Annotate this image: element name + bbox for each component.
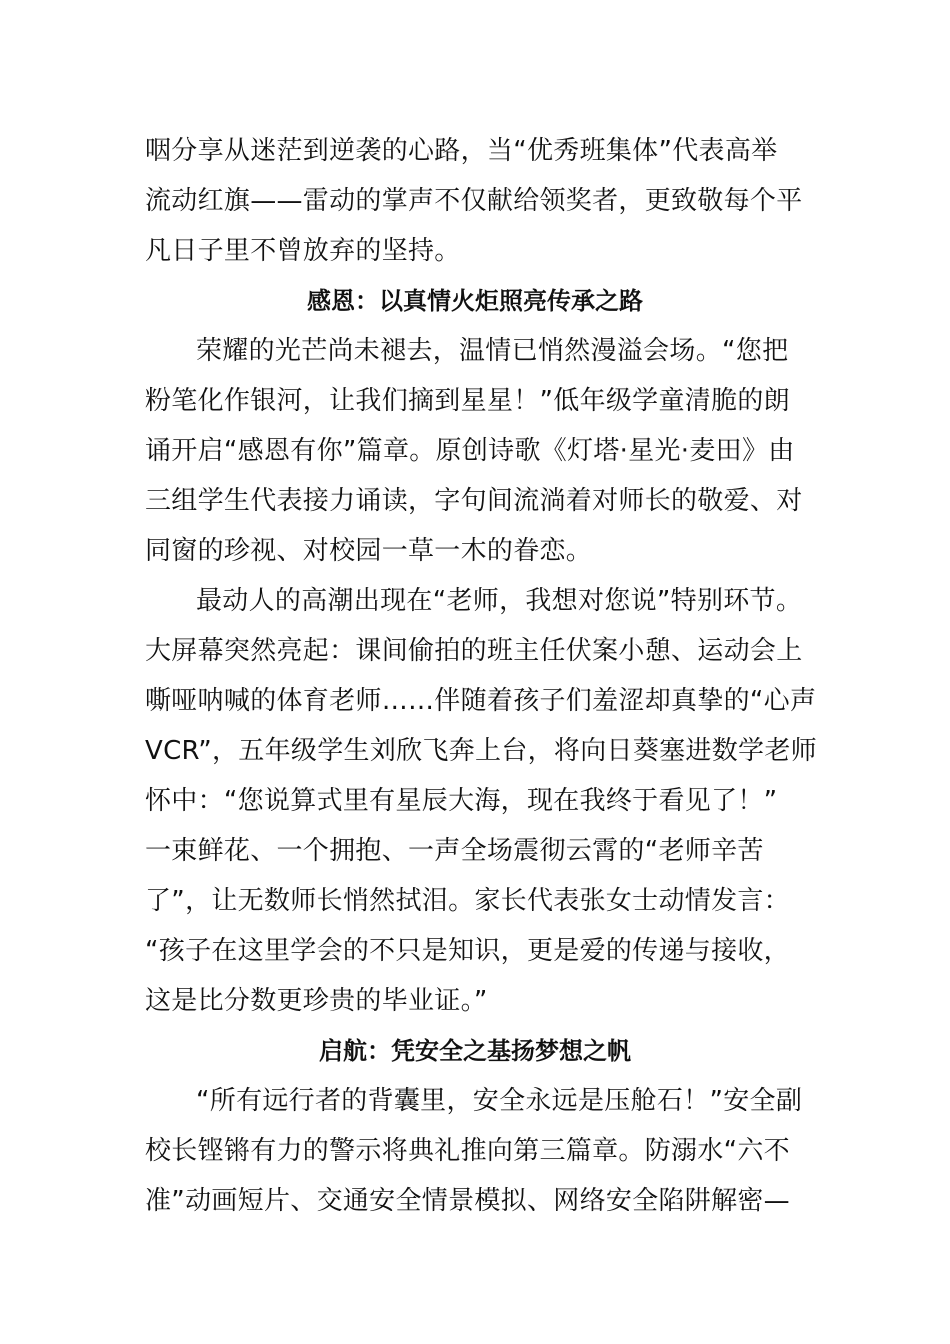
body-line: 嘶哑呐喊的体育老师……伴随着孩子们羞涩却真挚的“心声	[145, 686, 817, 716]
body-line: 粉笔化作银河，让我们摘到星星！”低年级学童清脆的朗	[145, 386, 790, 416]
body-line: 大屏幕突然亮起：课间偷拍的班主任伏案小憩、运动会上	[145, 636, 803, 666]
body-line: 荣耀的光芒尚未褪去，温情已悄然漫溢会场。“您把	[196, 336, 789, 366]
body-line: 了”，让无数师长悄然拭泪。家长代表张女士动情发言：	[145, 886, 790, 916]
body-line: 三组学生代表接力诵读，字句间流淌着对师长的敬爱、对	[145, 486, 803, 516]
body-line: 同窗的珍视、对校园一草一木的眷恋。	[145, 536, 593, 566]
body-line: “孩子在这里学会的不只是知识，更是爱的传递与接收，	[145, 936, 790, 966]
body-line: 校长铿锵有力的警示将典礼推向第三篇章。防溺水“六不	[145, 1136, 790, 1166]
body-line: 最动人的高潮出现在“老师，我想对您说”特别环节。	[196, 586, 803, 616]
body-line: 诵开启“感恩有你”篇章。原创诗歌《灯塔·星光·麦田》由	[145, 436, 795, 466]
body-line: 这是比分数更珍贵的毕业证。”	[145, 986, 488, 1016]
section-heading-setting-sail: 启航：凭安全之基扬梦想之帆	[319, 1037, 631, 1065]
body-line: 准”动画短片、交通安全情景模拟、网络安全陷阱解密—	[145, 1186, 790, 1216]
body-line: 一束鲜花、一个拥抱、一声全场震彻云霄的“老师辛苦	[145, 836, 764, 866]
body-line: VCR”，五年级学生刘欣飞奔上台，将向日葵塞进数学老师	[145, 736, 817, 766]
body-line: 怀中：“您说算式里有星辰大海，现在我终于看见了！”	[145, 786, 778, 816]
section-heading-gratitude: 感恩：以真情火炬照亮传承之路	[307, 287, 643, 315]
body-line: 凡日子里不曾放弃的坚持。	[145, 236, 461, 266]
body-line: “所有远行者的背囊里，安全永远是压舱石！”安全副	[196, 1086, 803, 1116]
body-line: 咽分享从迷茫到逆袭的心路，当“优秀班集体”代表高举	[145, 136, 778, 166]
body-line: 流动红旗——雷动的掌声不仅献给领奖者，更致敬每个平	[145, 186, 803, 216]
